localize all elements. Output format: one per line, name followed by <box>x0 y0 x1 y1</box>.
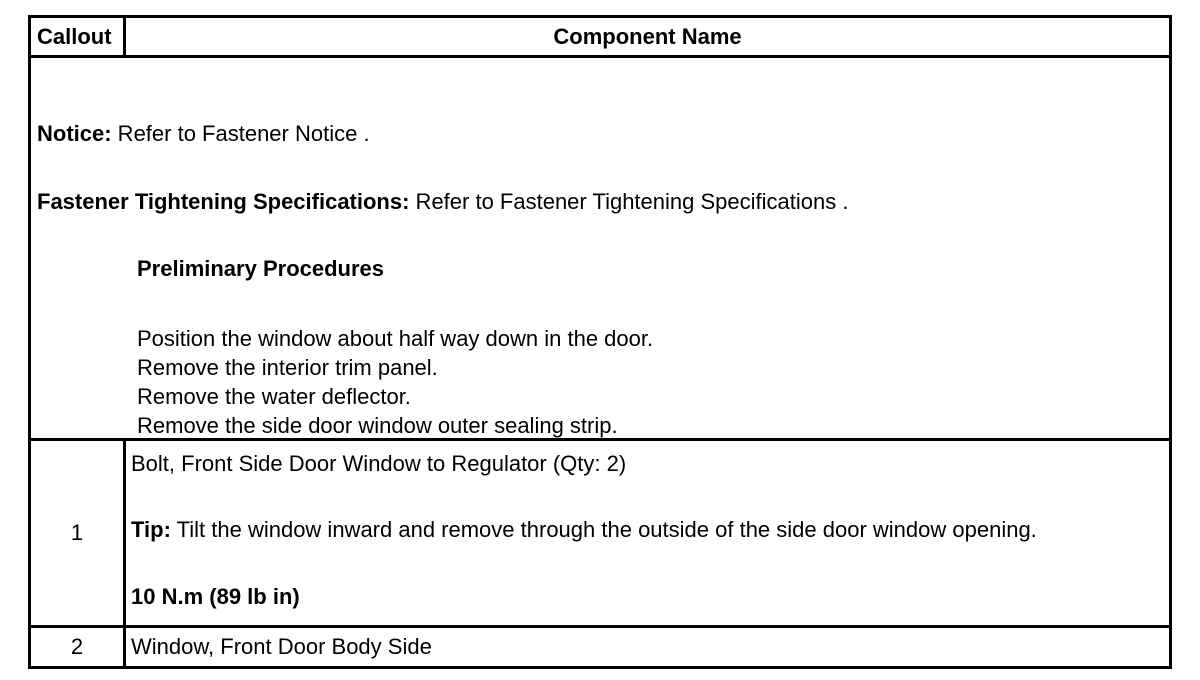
preliminary-steps <box>137 324 1163 440</box>
preliminary-procedures-title: Preliminary Procedures <box>137 256 385 281</box>
component-table <box>28 15 1172 669</box>
fastener-spec-label: Fastener Tightening Specifications: <box>37 189 410 214</box>
table-row <box>30 627 1171 668</box>
procedure-sheet <box>28 15 1172 665</box>
callout-number: 1 <box>30 440 125 627</box>
preliminary-row <box>30 57 1171 440</box>
tip-label: Tip: <box>131 517 171 542</box>
callout-number: 2 <box>30 627 125 668</box>
preliminary-step: Remove the water deflector. <box>137 384 411 409</box>
header-row <box>30 17 1171 57</box>
fastener-spec-line <box>37 188 1163 216</box>
callout-header: Callout <box>30 17 125 57</box>
component-name-header: Component Name <box>125 17 1171 57</box>
tip-line <box>131 516 1169 544</box>
tip-text: Tilt the window inward and remove through the outside of the side door window opening. <box>170 517 1037 542</box>
component-cell <box>125 440 1171 627</box>
preliminary-step: Remove the side door window outer sealing strip. <box>137 413 618 438</box>
notice-text: Refer to Fastener Notice . <box>111 121 370 146</box>
preliminary-step: Position the window about half way down in the door. <box>137 326 654 351</box>
notice-line <box>37 120 1163 148</box>
component-name: Bolt, Front Side Door Window to Regulator (Qty: 2) <box>131 451 627 476</box>
component-name: Window, Front Door Body Side <box>125 627 1171 668</box>
preliminary-step: Remove the interior trim panel. <box>137 355 438 380</box>
fastener-spec-text: Refer to Fastener Tightening Specifications . <box>409 189 849 214</box>
table-row <box>30 440 1171 627</box>
preliminary-cell <box>30 57 1171 440</box>
torque-spec: 10 N.m (89 lb in) <box>131 584 300 609</box>
notice-label: Notice: <box>37 121 112 146</box>
